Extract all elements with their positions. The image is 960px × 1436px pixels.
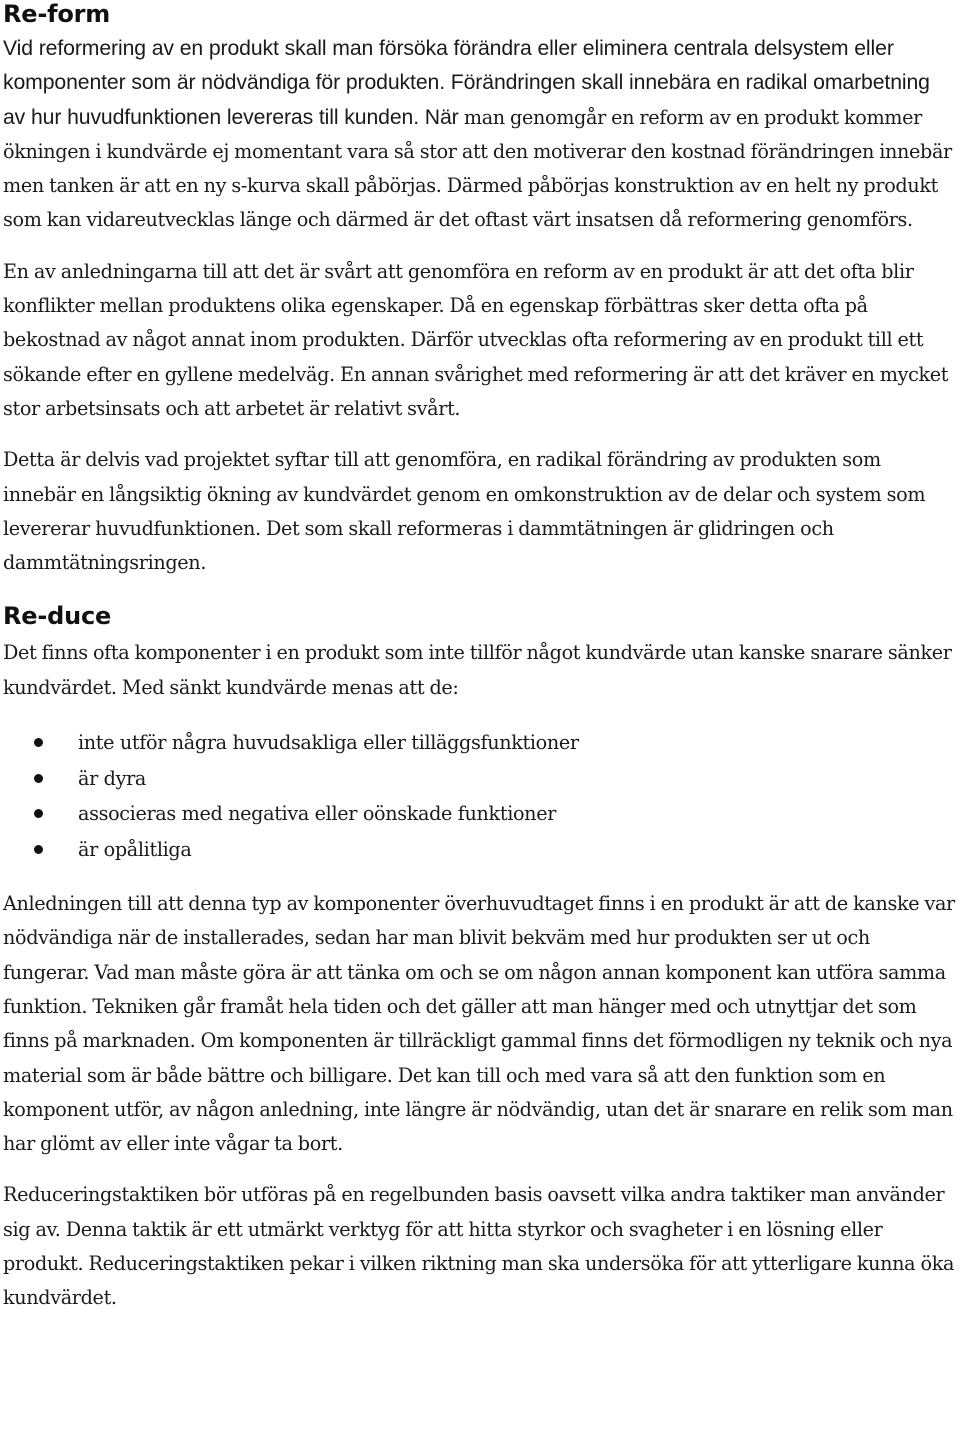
- paragraph-reduce-2: Anledningen till att denna typ av komponenter överhuvudtaget finns i en produkt är att de kanske var nödvändiga när de installerades, sedan har man blivit bekväm med hur produkten ser ut och fungerar. Vad man måste göra är att tänka om och se om någon annan komponent kan utföra samma funktion. Tekniken går framåt hela tiden och det gäller att man hänger med och utnyttjar det som finns på marknaden. Om komponenten är tillräckligt gammal finns det förmodligen ny teknik och nya material som är både bättre och billigare. Det kan till och med vara så att den funktion som en komponent utför, av någon anledning, inte längre är nödvändig, utan det är snarare en relik som man har glömt av eller inte vågar ta bort.: [3, 892, 955, 1156]
- document-page: [3, 0, 957, 1316]
- list-item: associeras med negativa eller oönskade funktioner: [3, 796, 957, 832]
- section-reduce: [3, 602, 957, 1315]
- bullet-dot-icon: [34, 738, 43, 747]
- heading-reduce: Re-duce: [3, 602, 112, 631]
- section-reform: [3, 0, 957, 580]
- paragraph-reduce-1: Det finns ofta komponenter i en produkt som inte tillför något kundvärde utan kanske snarare sänker kundvärdet. Med sänkt kundvärde menas att de:: [3, 641, 952, 699]
- paragraph-reform-1-rest: man genomgår en reform av en produkt kommer ökningen i kundvärde ej momentant vara så stor att den motiverar den kostnad förändringen innebär men tanken är att en ny s-kurva skall påbörjas. Därmed påbörjas konstruktion av en helt ny produkt som kan vidareutvecklas länge och därmed är det oftast värt insatsen då reformering genomförs.: [3, 105, 952, 232]
- list-item: är dyra: [3, 761, 957, 797]
- paragraph-reform-1: [3, 32, 957, 238]
- bullet-dot-icon: [34, 845, 43, 854]
- paragraph-reform-3: Detta är delvis vad projektet syftar till att genomföra, en radikal förändring av produkten som innebär en långsiktig ökning av kundvärdet genom en omkonstruktion av de delar och system som levererar huvudfunktionen. Det som skall reformeras i dammtätningen är glidringen och dammtätningsringen.: [3, 448, 926, 575]
- heading-reform: Re-form: [3, 0, 111, 28]
- paragraph-reduce-3: Reduceringstaktiken bör utföras på en regelbunden basis oavsett vilka andra taktiker man använder sig av. Denna taktik är ett utmärkt verktyg för att hitta styrkor och svagheter i en lösning eller produkt. Reduceringstaktiken pekar i vilken riktning man ska undersöka för att ytterligare kunna öka kundvärdet.: [3, 1183, 955, 1310]
- bullet-dot-icon: [34, 774, 43, 783]
- bullet-list: [3, 725, 957, 867]
- paragraph-reform-2: En av anledningarna till att det är svårt att genomföra en reform av en produkt är att det ofta blir konflikter mellan produktens olika egenskaper. Då en egenskap förbättras sker detta ofta på bekostnad av något annat inom produkten. Därför utvecklas ofta reformering av en produkt till ett sökande efter en gyllene medelväg. En annan svårighet med reformering är att det kräver en mycket stor arbetsinsats och att arbetet är relativt svårt.: [3, 259, 949, 420]
- bullet-dot-icon: [34, 809, 43, 818]
- list-item: inte utför några huvudsakliga eller tilläggsfunktioner: [3, 725, 957, 761]
- list-item: är opålitliga: [3, 832, 957, 868]
- paragraph-reform-1-lead: Vid reformering av en produkt skall man försöka förändra eller eliminera centrala delsystem eller komponenter som är nödvändiga för produkten. Förändringen skall innebära en radikal omarbetning av hur huvudfunktionen levereras till kunden. När: [3, 37, 930, 129]
